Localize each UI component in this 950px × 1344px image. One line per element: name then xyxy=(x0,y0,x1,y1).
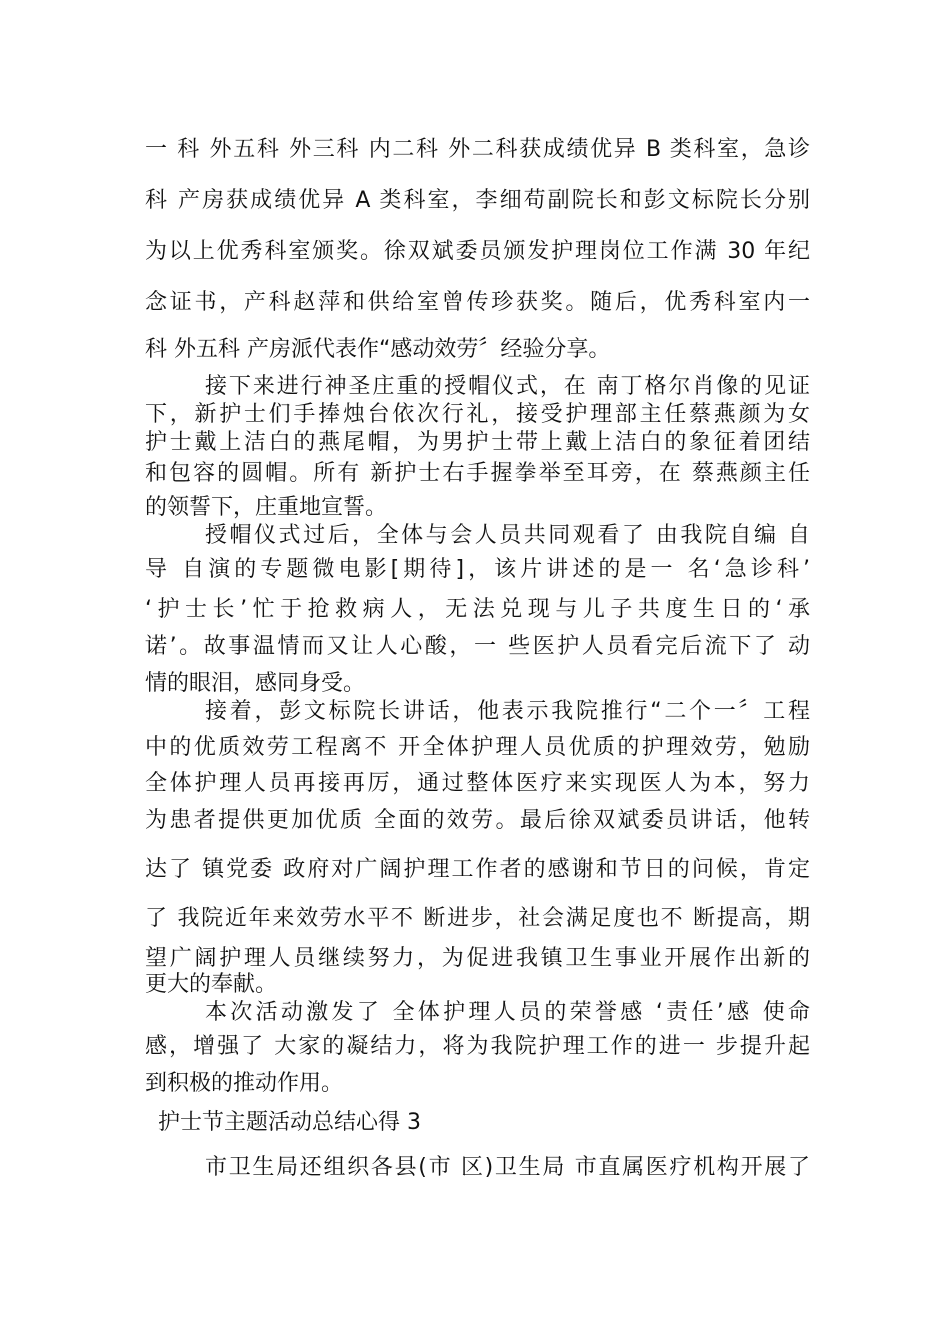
paragraph-line: 接着，彭文标院长讲话，他表示我院推行“二个一〞工程 xyxy=(205,699,810,724)
paragraph-line: 念证书，产科赵萍和供给室曾传珍获奖。随后，优秀科室内一 xyxy=(145,290,810,315)
paragraph-line: 科 产房获成绩优异 A 类科室，李细苟副院长和彭文标院长分别 xyxy=(145,188,810,213)
paragraph-line: 市卫生局还组织各县(市 区)卫生局 市直属医疗机构开展了 xyxy=(205,1155,810,1180)
paragraph-line: 为以上优秀科室颁奖。徐双斌委员颁发护理岗位工作满 30 年纪 xyxy=(145,239,810,264)
paragraph-line: 接下来进行神圣庄重的授帽仪式，在 南丁格尔肖像的见证 xyxy=(205,374,810,399)
paragraph-line: 诺’。故事温情而又让人心酸，一 些医护人员看完后流下了 动 xyxy=(145,634,810,659)
paragraph-line: 达了 镇党委 政府对广阔护理工作者的感谢和节日的问候，肯定 xyxy=(145,857,810,882)
paragraph-line: 望广阔护理人员继续努力，为促进我镇卫生事业开展作出新的 xyxy=(145,946,810,971)
paragraph-line: 情的眼泪，感同身受。 xyxy=(145,671,366,696)
section-heading: 护士节主题活动总结心得 3 xyxy=(158,1110,421,1135)
paragraph-line: 下，新护士们手捧烛台依次行礼，接受护理部主任蔡燕颜为女 xyxy=(145,402,810,427)
paragraph-line: 更大的奉献。 xyxy=(145,972,278,997)
paragraph-line: 了 我院近年来效劳水平不 断进步，社会满足度也不 断提高，期 xyxy=(145,906,810,931)
paragraph-line: 本次活动激发了 全体护理人员的荣誉感 ‘责任’感 使命 xyxy=(205,1000,810,1025)
paragraph-line: 一 科 外五科 外三科 内二科 外二科获成绩优异 B 类科室，急诊 xyxy=(145,137,810,162)
paragraph-line: 全体护理人员再接再厉，通过整体医疗来实现医人为本，努力 xyxy=(145,771,810,796)
paragraph-line: 中的优质效劳工程离不 开全体护理人员优质的护理效劳，勉励 xyxy=(145,735,810,760)
paragraph-line: 为患者提供更加优质 全面的效劳。最后徐双斌委员讲话，他转 xyxy=(145,808,810,833)
paragraph-line: 授帽仪式过后，全体与会人员共同观看了 由我院自编 自 xyxy=(205,523,810,548)
paragraph-line: 和包容的圆帽。所有 新护士右手握拳举至耳旁，在 蔡燕颜主任 xyxy=(145,461,810,486)
paragraph-line: 科 外五科 产房派代表作“感动效劳〞经验分享。 xyxy=(145,337,611,362)
paragraph-line: 到积极的推动作用。 xyxy=(145,1071,344,1096)
paragraph-line: 护士戴上洁白的燕尾帽，为男护士带上戴上洁白的象征着团结 xyxy=(145,430,810,455)
paragraph-line: 导 自演的专题微电影[期待]，该片讲述的是一 名‘急诊科’ xyxy=(145,557,810,582)
paragraph-line: ‘护士长’忙于抢救病人，无法兑现与儿子共度生日的‘承 xyxy=(145,597,810,622)
paragraph-line: 感，增强了 大家的凝结力，将为我院护理工作的进一 步提升起 xyxy=(145,1034,810,1059)
paragraph-line: 的领誓下，庄重地宣誓。 xyxy=(145,495,388,520)
